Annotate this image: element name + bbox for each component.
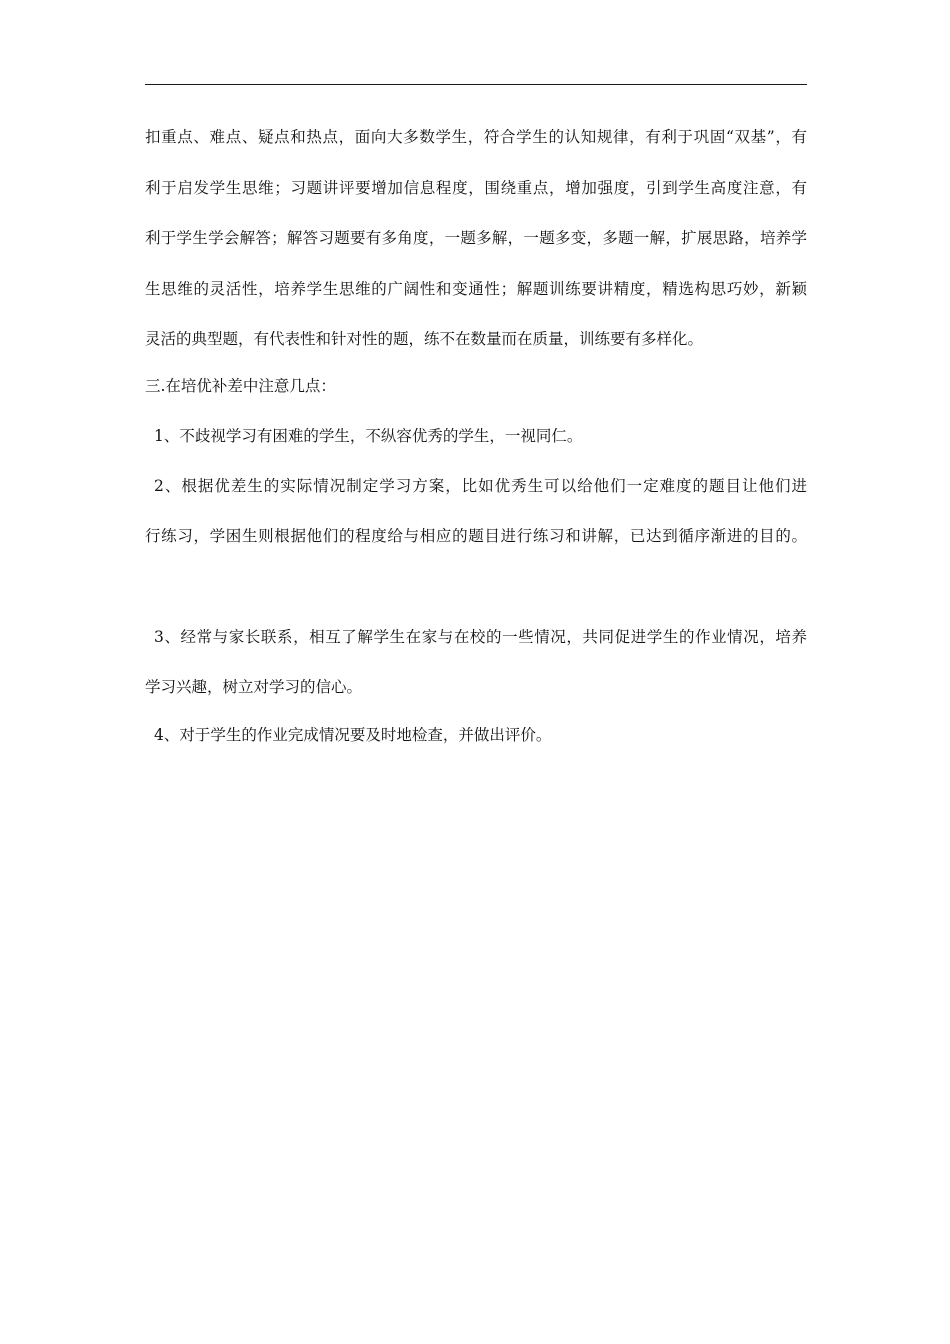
list-item-3-line-1: 3、经常与家长联系，相互了解学生在家与在校的一些情况，共同促进学生的作业情况，培养 (154, 628, 807, 646)
paragraph-line-2: 利于启发学生思维；习题讲评要增加信息程度，围绕重点，增加强度，引到学生高度注意，有 (145, 179, 807, 197)
list-item-2-line-2: 行练习，学困生则根据他们的程度给与相应的题目进行练习和讲解，已达到循序渐进的目的。 (145, 527, 807, 545)
paragraph-line-5: 灵活的典型题，有代表性和针对性的题，练不在数量而在质量，训练要有多样化。 (145, 330, 704, 348)
paragraph-line-1: 扣重点、难点、疑点和热点，面向大多数学生，符合学生的认知规律，有利于巩固“双基”，有 (145, 128, 807, 146)
paragraph-line-4: 生思维的灵活性，培养学生思维的广阔性和变通性；解题训练要讲精度，精选构思巧妙，新颖 (145, 280, 807, 298)
paragraph-line-3: 利于学生学会解答；解答习题要有多角度，一题多解，一题多变，多题一解，扩展思路，培养学 (145, 229, 807, 247)
list-item-2-line-1: 2、根据优差生的实际情况制定学习方案，比如优秀生可以给他们一定难度的题目让他们进 (154, 477, 807, 495)
section-heading: 三.在培优补差中注意几点： (145, 377, 336, 395)
list-item-4: 4、对于学生的作业完成情况要及时地检查，并做出评价。 (154, 726, 552, 744)
list-item-1: 1、不歧视学习有困难的学生，不纵容优秀的学生，一视同仁。 (154, 427, 583, 445)
list-item-3-line-2: 学习兴趣，树立对学习的信心。 (145, 678, 363, 696)
header-rule (145, 84, 807, 85)
